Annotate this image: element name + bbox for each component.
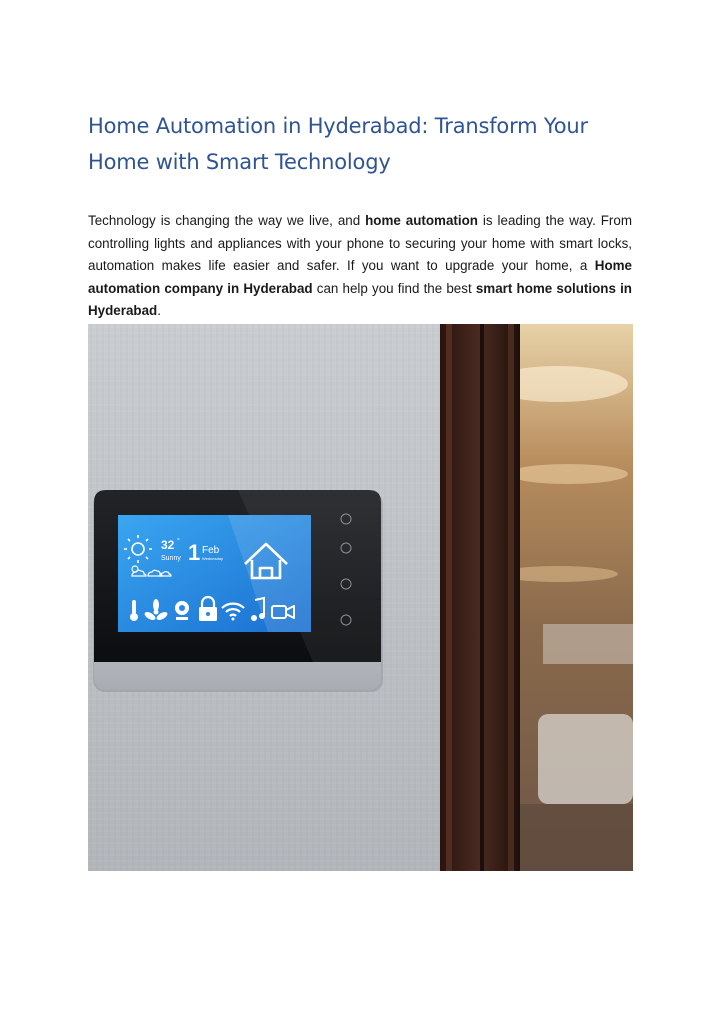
smart-panel	[93, 490, 383, 692]
date-day: 1	[188, 540, 201, 565]
smart-panel-photo	[88, 324, 633, 871]
paragraph-text: is leading the way. From controlling lights and appliances with your phone to securing your home with smart locks, automation makes life easier and safer. If you want to upgrade your home, a	[88, 213, 632, 273]
date-weekday: Wednesday	[202, 556, 224, 561]
temperature-unit: °	[177, 538, 180, 545]
keyword-solutions: smart home solutions in Hyderabad	[88, 280, 632, 318]
keyword-company: Home automation company in Hyderabad	[88, 258, 632, 296]
page-title: Home Automation in Hyderabad: Transform Your Home with Smart Technology	[88, 114, 588, 174]
temperature: 32	[161, 538, 175, 552]
paragraph-text: Technology is changing the way we live, and	[88, 213, 366, 228]
paragraph-text: .	[157, 303, 161, 318]
date-month: Feb	[202, 545, 220, 556]
keyword-home-automation: home automation	[365, 213, 478, 228]
paragraph-text: can help you find the best	[312, 280, 476, 296]
weather-label: Sunny	[161, 555, 181, 562]
webcam-icon	[175, 601, 189, 620]
intro-paragraph	[88, 210, 632, 323]
